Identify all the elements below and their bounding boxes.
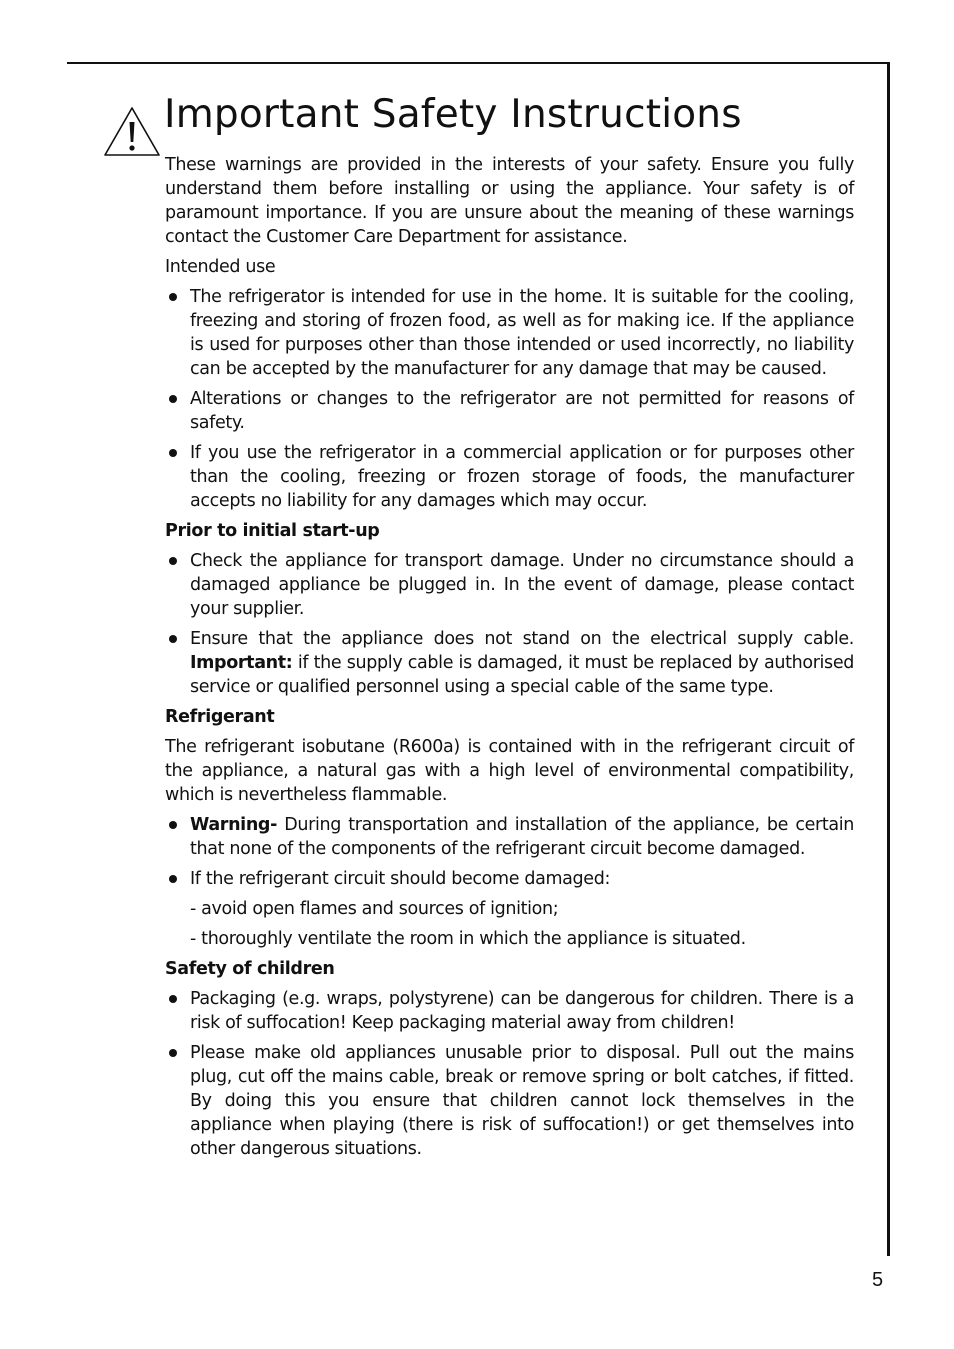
important-label: Important: [190, 653, 293, 673]
warning-label: Warning- [190, 815, 278, 835]
list-item: The refrigerator is intended for use in the home. It is suitable for the cooling, freezing and storing of frozen food, as well as for making ice. If the appliance is used for purposes other than those intended or used incorrectly, no liability can be accepted by the manufacturer for any damage that may be caused. [165, 285, 854, 381]
list-item: If you use the refrigerator in a commercial application or for purposes other than the cooling, freezing or frozen storage of foods, the manufacturer accepts no liability for any damages which may occur. [165, 441, 854, 513]
list-item [165, 813, 854, 861]
children-heading: Safety of children [165, 959, 335, 979]
intro-paragraph: These warnings are provided in the interests of your safety. Ensure you fully understand them before installing or using the appliance. Your safety is of paramount importance. If you are unsure about the meaning of these warnings contact the Customer Care Department for assistance. [165, 155, 854, 247]
intended-use-heading: Intended use [165, 257, 276, 277]
list-item: Please make old appliances unusable prior to disposal. Pull out the mains plug, cut off the mains cable, break or remove spring or bolt catches, if fitted. By doing this you ensure that children cannot lock themselves in the appliance when playing (there is risk of suffocation!) or get themselves into other dangerous situations. [165, 1041, 854, 1161]
list-item: Check the appliance for transport damage. Under no circumstance should a damaged appliance be plugged in. In the event of damage, please contact your supplier. [165, 549, 854, 621]
right-border-rule [887, 62, 890, 1256]
sub-list-item: - avoid open flames and sources of ignition; [190, 899, 559, 919]
safety-content [165, 153, 854, 1167]
list-item-text: During transportation and installation of the appliance, be certain that none of the components of the refrigerant circuit become damaged. [190, 815, 855, 859]
warning-triangle-icon [102, 104, 162, 158]
list-item-text: Ensure that the appliance does not stand on the electrical supply cable. [190, 629, 854, 649]
list-item-text: if the supply cable is damaged, it must be replaced by authorised service or qualified personnel using a special cable of the same type. [190, 653, 854, 697]
page-number: 5 [872, 1269, 884, 1291]
page-title: Important Safety Instructions [164, 92, 742, 137]
sub-list-item: - thoroughly ventilate the room in which the appliance is situated. [190, 929, 746, 949]
list-item: If the refrigerant circuit should become damaged: [165, 867, 854, 891]
list-item: Alterations or changes to the refrigerator are not permitted for reasons of safety. [165, 387, 854, 435]
refrigerant-heading: Refrigerant [165, 707, 275, 727]
list-item [165, 627, 854, 699]
top-border-rule [67, 62, 889, 64]
prior-startup-heading: Prior to initial start-up [165, 521, 380, 541]
refrigerant-paragraph: The refrigerant isobutane (R600a) is contained with in the refrigerant circuit of the appliance, a natural gas with a high level of environmental compatibility, which is nevertheless flammable. [165, 737, 854, 805]
list-item: Packaging (e.g. wraps, polystyrene) can be dangerous for children. There is a risk of suffocation! Keep packaging material away from children! [165, 987, 854, 1035]
